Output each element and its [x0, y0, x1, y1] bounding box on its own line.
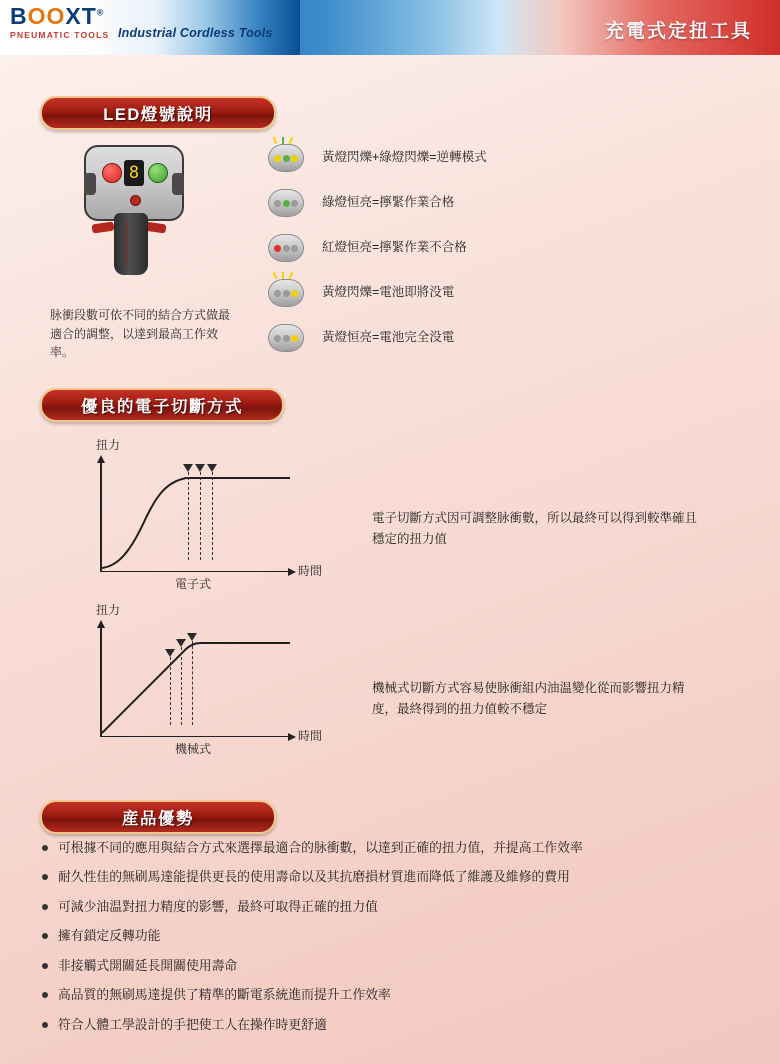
led-legend-label: 黃燈閃爍+綠燈閃爍=逆轉模式 — [322, 150, 487, 164]
section-banner-cutoff — [40, 388, 284, 422]
led-dot-yellow — [291, 335, 298, 342]
led-dot-gray — [283, 245, 290, 252]
chart-marker-line — [188, 472, 189, 560]
section-banner-advantages — [40, 800, 276, 834]
logo-xt: XT — [65, 3, 97, 29]
list-item: 擁有鎖定反轉功能 — [38, 926, 738, 946]
led-dot-gray — [274, 290, 281, 297]
led-dot-green — [283, 200, 290, 207]
list-item: 非接觸式開關延長開關使用壽命 — [38, 956, 738, 976]
led-red-steady-icon — [268, 234, 304, 262]
tool-led-red — [102, 163, 122, 183]
chart-caption: 機械式 — [175, 742, 212, 756]
logo-oo: OO — [27, 3, 66, 29]
section-banner-advantages-label: 産品優勢 — [122, 810, 194, 828]
chart-curve — [100, 625, 300, 737]
led-dot-gray — [274, 335, 281, 342]
list-item — [268, 185, 698, 230]
flash-ray-icon — [273, 137, 278, 144]
tool-led-green — [148, 163, 168, 183]
tool-note-text: 脉衝段數可依不同的結合方式做最適合的調整，以達到最高工作效率。 — [50, 308, 231, 360]
chart-electronic — [96, 438, 330, 591]
brand-logo-text — [10, 5, 109, 28]
led-dot-gray — [291, 200, 298, 207]
list-item: 符合人體工學設計的手把使工人在操作時更舒適 — [38, 1015, 738, 1035]
flash-ray-icon — [289, 137, 294, 144]
tool-indicator-dot — [130, 195, 141, 206]
tool-knob-right — [172, 173, 184, 195]
led-yellow-flash-icon — [268, 279, 304, 307]
chart-marker-icon — [207, 464, 217, 472]
led-legend-list — [268, 140, 698, 365]
led-dot-gray — [274, 200, 281, 207]
chart-marker-icon — [187, 633, 197, 641]
section-banner-cutoff-label: 優良的電子切斷方式 — [81, 398, 243, 416]
list-item: 可減少油温對扭力精度的影響，最終可取得正確的扭力值 — [38, 897, 738, 917]
list-item — [268, 320, 698, 365]
led-dot-green — [283, 155, 290, 162]
tool-trigger-left — [91, 222, 114, 234]
list-item: 耐久性佳的無刷馬達能提供更長的使用壽命以及其抗磨損材質進而降低了維護及維修的費用 — [38, 867, 738, 887]
tool-knob-left — [84, 173, 96, 195]
led-green-steady-icon — [268, 189, 304, 217]
led-yellow-green-flash-icon — [268, 144, 304, 172]
tool-head — [84, 145, 184, 221]
led-dot-red — [274, 245, 281, 252]
led-yellow-steady-icon — [268, 324, 304, 352]
tool-handle — [114, 213, 148, 275]
led-dot-yellow — [291, 155, 298, 162]
chart-mechanical — [96, 603, 330, 756]
chart-marker-line — [192, 641, 193, 725]
chart-marker-line — [170, 657, 171, 725]
registered-mark: ® — [96, 7, 105, 18]
chart-y-label: 扭力 — [96, 438, 121, 452]
chart-x-label: 時間 — [298, 729, 323, 743]
led-legend-label: 黃燈恒亮=電池完全没電 — [322, 330, 455, 344]
page-header — [0, 0, 780, 55]
section-banner-led — [40, 96, 276, 130]
chart-marker-icon — [165, 649, 175, 657]
brand-tagline: Industrial Cordless Tools — [118, 26, 273, 40]
led-dot-yellow — [274, 155, 281, 162]
chart-marker-line — [181, 647, 182, 725]
chart-caption: 電子式 — [175, 577, 212, 591]
list-item — [268, 275, 698, 320]
section-banner-led-label: LED燈號說明 — [103, 106, 213, 124]
list-item: 高品質的無刷馬達提供了精準的斷電系統進而提升工作效率 — [38, 985, 738, 1005]
list-item — [268, 140, 698, 185]
chart-marker-line — [212, 472, 213, 560]
list-item — [268, 230, 698, 275]
chart-y-label: 扭力 — [96, 603, 121, 617]
chart-marker-icon — [183, 464, 193, 472]
tool-display: 8 — [124, 160, 144, 186]
flash-ray-icon — [282, 272, 284, 279]
flash-ray-icon — [282, 137, 284, 144]
led-legend-label: 紅燈恒亮=擰緊作業不合格 — [322, 240, 467, 254]
led-dot-yellow — [291, 290, 298, 297]
callout-line — [126, 221, 127, 265]
led-dot-gray — [283, 335, 290, 342]
advantages-list — [38, 838, 738, 1044]
brand-subtitle: PNEUMATIC TOOLS — [10, 30, 110, 40]
chart-marker-line — [200, 472, 201, 560]
page-title: 充電式定扭工具 — [604, 21, 752, 42]
tool-illustration — [78, 145, 198, 295]
chart-x-label: 時間 — [298, 564, 323, 578]
led-legend-label: 綠燈恒亮=擰緊作業合格 — [322, 195, 455, 209]
brand-logo — [10, 5, 109, 40]
list-item: 可根據不同的應用與結合方式來選擇最適合的脉衝數，以達到正確的扭力值，并提高工作效率 — [38, 838, 738, 858]
led-dot-gray — [291, 245, 298, 252]
chart-note-mechanical: 機械式切斷方式容易使脉衝組内油温變化從而影響扭力精度，最終得到的扭力值較不穩定 — [372, 681, 685, 717]
chart-marker-icon — [176, 639, 186, 647]
chart-marker-icon — [195, 464, 205, 472]
led-legend-label: 黃燈閃爍=電池即將没電 — [322, 285, 455, 299]
led-dot-gray — [283, 290, 290, 297]
logo-b: B — [10, 3, 28, 29]
chart-note-electronic: 電子切斷方式因可調整脉衝數，所以最終可以得到較準確且穩定的扭力值 — [372, 511, 698, 547]
